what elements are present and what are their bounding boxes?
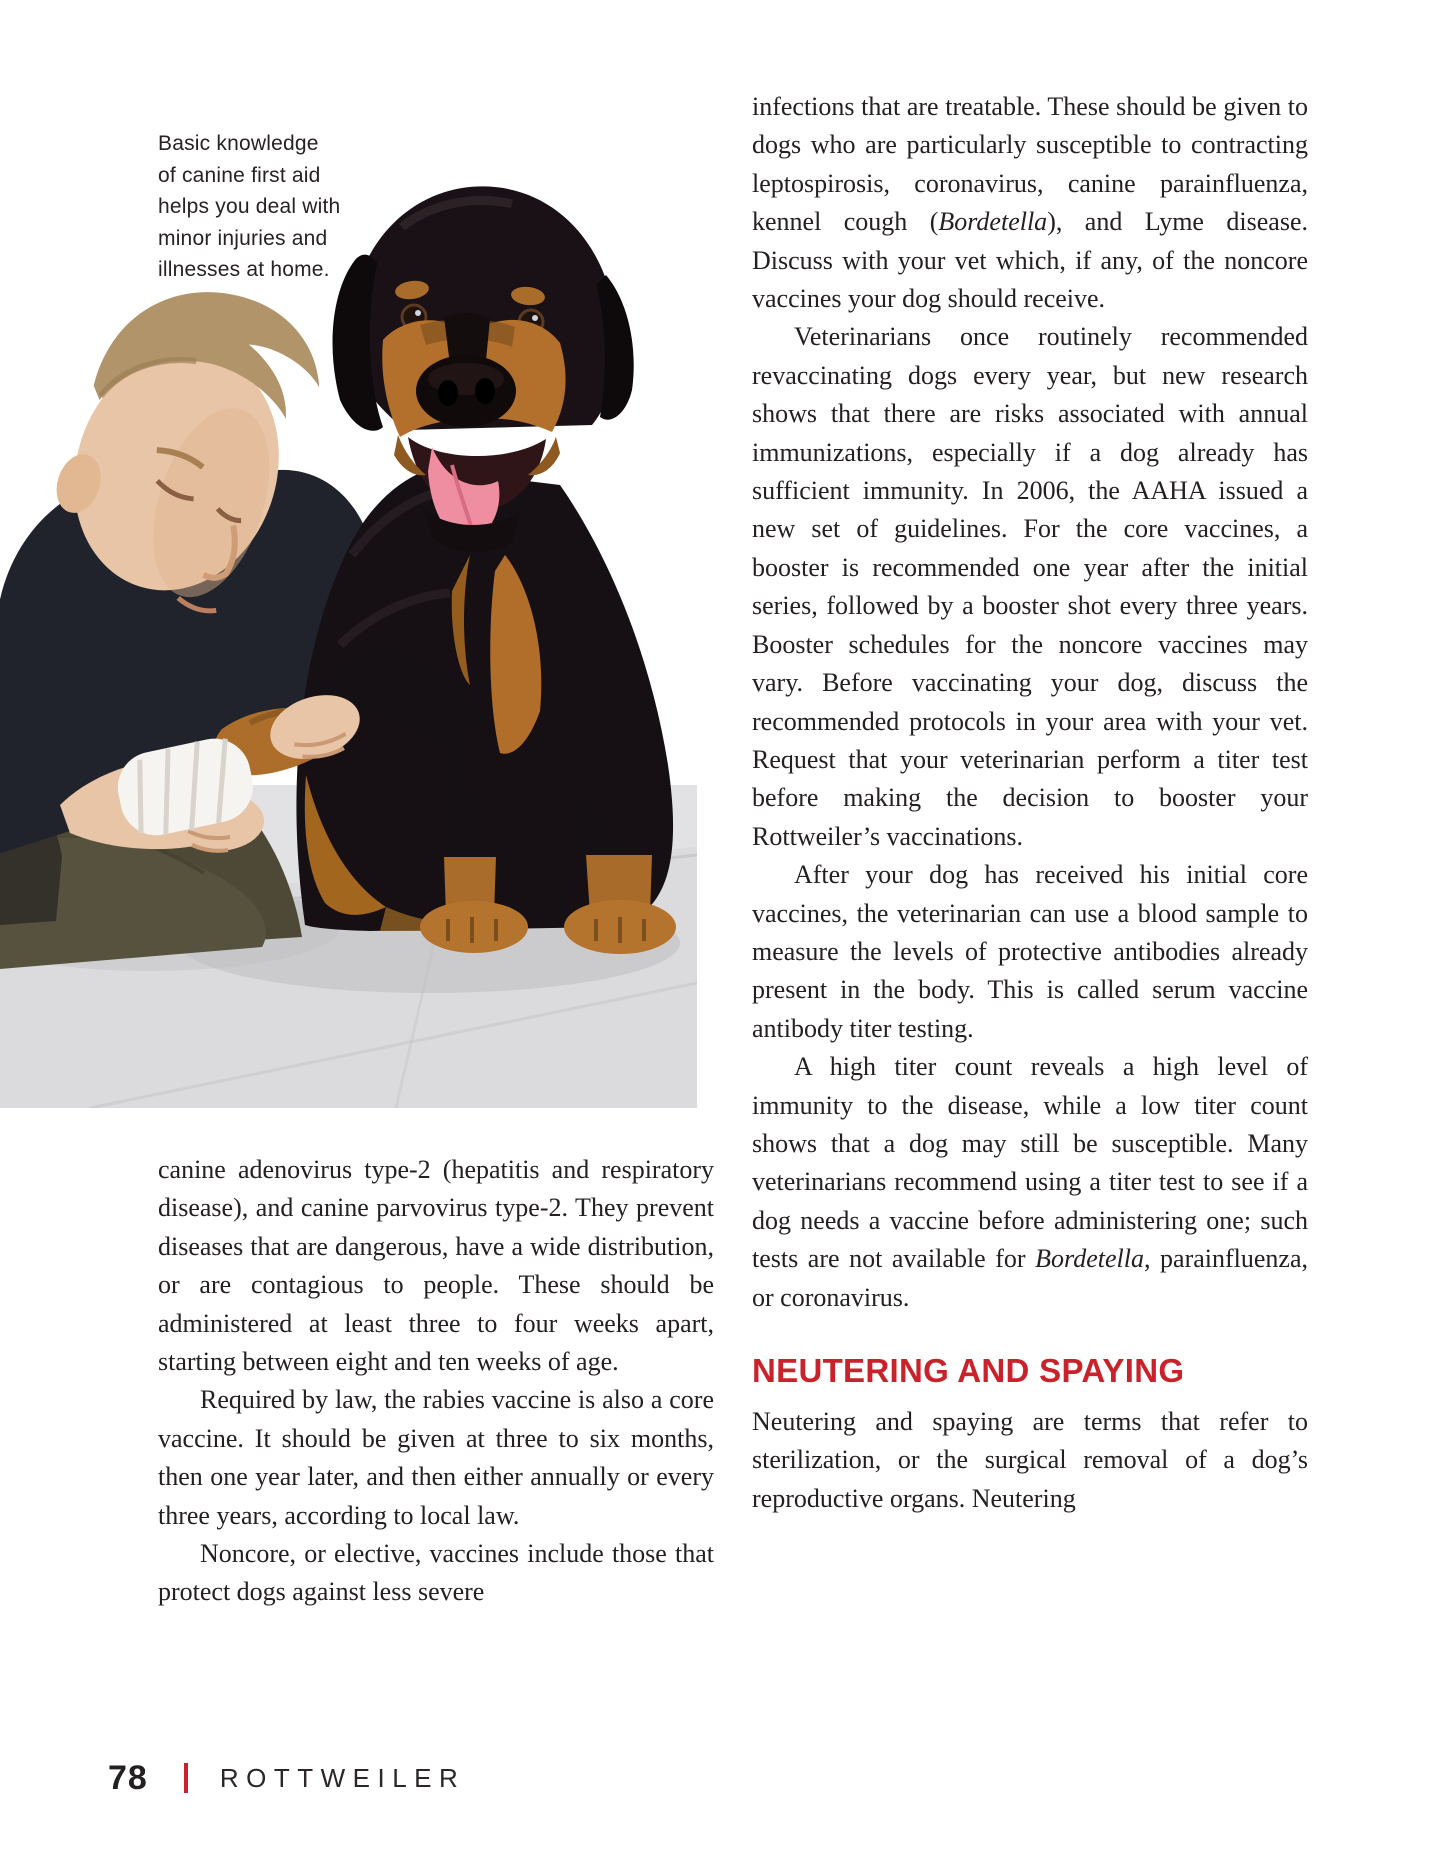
right-column-bottom bbox=[752, 1403, 1308, 1518]
right-column-top bbox=[752, 88, 1308, 1317]
footer-divider bbox=[184, 1763, 188, 1793]
book-title: ROTTWEILER bbox=[219, 1762, 466, 1793]
right-column bbox=[752, 88, 1308, 1728]
caption-line: minor injuries and bbox=[158, 226, 328, 250]
page-number: 78 bbox=[108, 1758, 148, 1797]
left-column bbox=[158, 1151, 714, 1751]
body-paragraph: After your dog has received his initial core vaccines, the veterinarian can use a blood sample to measure the levels of protective antibodies already present in the body. This is called serum vaccine antibody titer testing. bbox=[752, 860, 1308, 1043]
body-paragraph: Required by law, the rabies vaccine is also a core vaccine. It should be given at three to six months, then one year later, and then either annually or every three years, according to local law. bbox=[158, 1385, 714, 1530]
section-heading: NEUTERING AND SPAYING bbox=[752, 1352, 1185, 1389]
body-paragraph: infections that are treatable. These should be given to dogs who are particularly susceptible to contracting leptospirosis, coronavirus, canine parainfluenza, kennel cough (Bordetella), and Lyme disease. Discuss with your vet which, if any, of the noncore vaccines your dog should receive. bbox=[752, 92, 1308, 314]
body-paragraph: Veterinarians once routinely recommended revaccinating dogs every year, but new research shows that there are risks associated with annual immunizations, especially if a dog already has sufficient immunity. In 2006, the AAHA issued a new set of guidelines. For the core vaccines, a booster is recommended one year after the initial series, followed by a booster shot every three years. Booster schedules for the noncore vaccines may vary. Before vaccinating your dog, discuss the recommended protocols in your area with your vet. Request that your veterinarian perform a titer test before making the decision to booster your Rottweiler’s vaccinations. bbox=[752, 322, 1308, 851]
body-paragraph: Neutering and spaying are terms that refer to sterilization, or the surgical removal of a dog’s reproductive organs. Neutering bbox=[752, 1407, 1308, 1513]
caption-line: helps you deal with bbox=[158, 195, 341, 218]
caption-line: Basic knowledge bbox=[158, 132, 319, 155]
body-paragraph: Noncore, or elective, vaccines include those that protect dogs against less severe bbox=[158, 1539, 714, 1607]
caption-line: illnesses at home. bbox=[158, 258, 330, 281]
body-paragraph: canine adenovirus type-2 (hepatitis and respiratory disease), and canine parvovirus type-2. They prevent diseases that are dangerous, have a wide distribution, or are contagious to people. These should be administered at least three to four weeks apart, starting between eight and ten weeks of age. bbox=[158, 1155, 714, 1377]
caption-line: of canine first aid bbox=[158, 163, 321, 187]
body-paragraph: A high titer count reveals a high level of immunity to the disease, while a low titer count shows that a dog may still be susceptible. Many veterinarians recommend using a titer test to see if a dog needs a vaccine before administering one; such tests are not available for Bordetella, parainfluenza, or coronavirus. bbox=[752, 1052, 1308, 1312]
photo-caption bbox=[158, 128, 388, 286]
page-footer bbox=[108, 1758, 465, 1798]
